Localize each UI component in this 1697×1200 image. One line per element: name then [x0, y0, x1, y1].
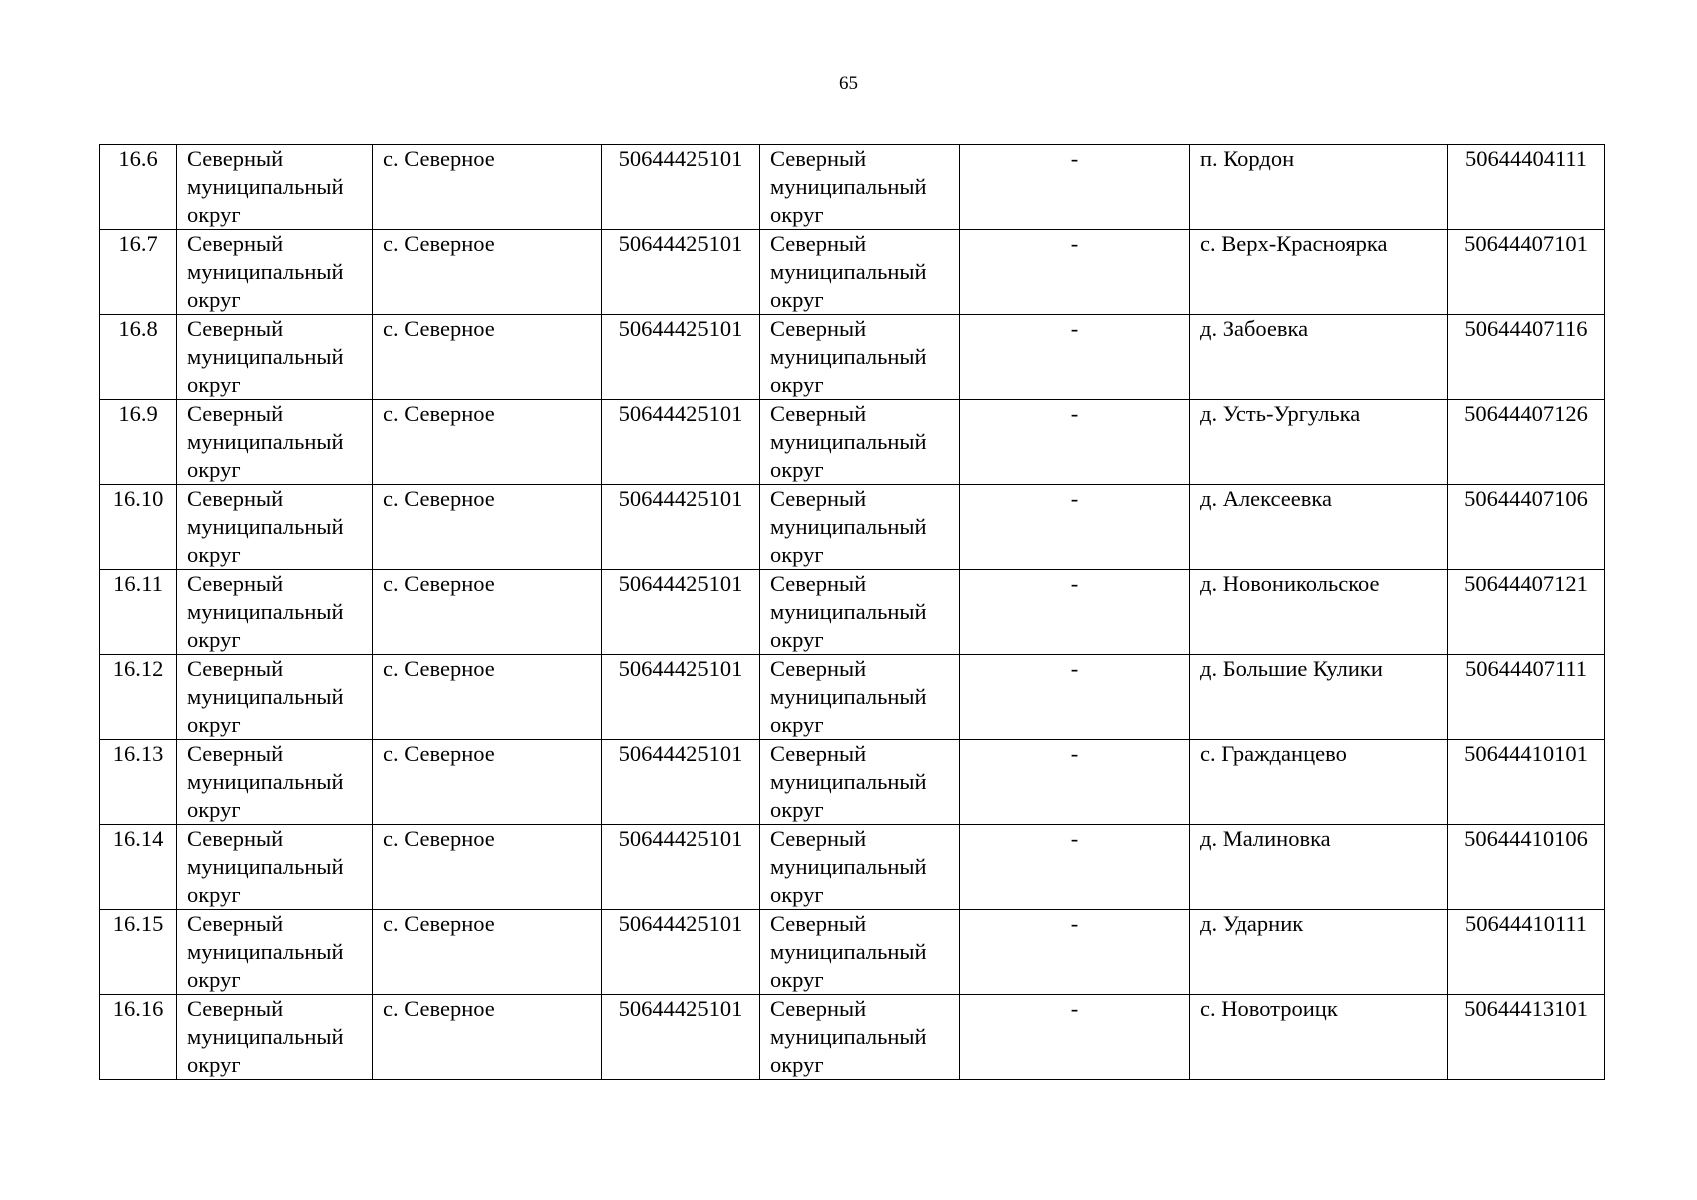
district-cell: Северный муниципальный округ [177, 315, 373, 400]
center-code-cell: 50644425101 [602, 655, 760, 740]
district-cell: Северный муниципальный округ [177, 995, 373, 1080]
target-district-cell: Северный муниципальный округ [760, 315, 960, 400]
district-cell: Северный муниципальный округ [177, 400, 373, 485]
row-number-cell: 16.12 [100, 655, 177, 740]
mark-cell: - [960, 655, 1190, 740]
center-code-cell: 50644425101 [602, 230, 760, 315]
table-body [100, 145, 1605, 1080]
settlement-cell: с. Гражданцево [1190, 740, 1448, 825]
district-cell: Северный муниципальный округ [177, 570, 373, 655]
row-number-cell: 16.8 [100, 315, 177, 400]
center-cell: с. Северное [373, 740, 602, 825]
center-cell: с. Северное [373, 230, 602, 315]
row-number-cell: 16.11 [100, 570, 177, 655]
center-cell: с. Северное [373, 145, 602, 230]
row-number-cell: 16.6 [100, 145, 177, 230]
center-cell: с. Северное [373, 825, 602, 910]
center-code-cell: 50644425101 [602, 570, 760, 655]
table-row [100, 740, 1605, 825]
mark-cell: - [960, 400, 1190, 485]
settlement-cell: д. Усть-Ургулька [1190, 400, 1448, 485]
center-cell: с. Северное [373, 570, 602, 655]
table-row [100, 315, 1605, 400]
center-code-cell: 50644425101 [602, 485, 760, 570]
center-code-cell: 50644425101 [602, 145, 760, 230]
center-code-cell: 50644425101 [602, 995, 760, 1080]
mark-cell: - [960, 740, 1190, 825]
row-number-cell: 16.15 [100, 910, 177, 995]
row-number-cell: 16.7 [100, 230, 177, 315]
mark-cell: - [960, 570, 1190, 655]
center-code-cell: 50644425101 [602, 910, 760, 995]
settlement-cell: д. Большие Кулики [1190, 655, 1448, 740]
row-number-cell: 16.14 [100, 825, 177, 910]
district-cell: Северный муниципальный округ [177, 145, 373, 230]
target-district-cell: Северный муниципальный округ [760, 825, 960, 910]
target-district-cell: Северный муниципальный округ [760, 655, 960, 740]
center-cell: с. Северное [373, 995, 602, 1080]
center-code-cell: 50644425101 [602, 400, 760, 485]
settlement-cell: п. Кордон [1190, 145, 1448, 230]
district-cell: Северный муниципальный округ [177, 910, 373, 995]
table-row [100, 995, 1605, 1080]
target-district-cell: Северный муниципальный округ [760, 570, 960, 655]
target-district-cell: Северный муниципальный округ [760, 740, 960, 825]
settlement-cell: д. Алексеевка [1190, 485, 1448, 570]
settlement-cell: д. Новоникольское [1190, 570, 1448, 655]
table-row [100, 910, 1605, 995]
settlement-code-cell: 50644407111 [1448, 655, 1605, 740]
center-cell: с. Северное [373, 485, 602, 570]
page-number: 65 [839, 73, 858, 94]
settlement-code-cell: 50644407126 [1448, 400, 1605, 485]
mark-cell: - [960, 910, 1190, 995]
row-number-cell: 16.13 [100, 740, 177, 825]
row-number-cell: 16.9 [100, 400, 177, 485]
row-number-cell: 16.16 [100, 995, 177, 1080]
table-row [100, 485, 1605, 570]
table-row [100, 570, 1605, 655]
settlement-cell: с. Новотроицк [1190, 995, 1448, 1080]
settlement-code-cell: 50644407116 [1448, 315, 1605, 400]
center-cell: с. Северное [373, 910, 602, 995]
target-district-cell: Северный муниципальный округ [760, 145, 960, 230]
table-row [100, 825, 1605, 910]
settlement-code-cell: 50644407101 [1448, 230, 1605, 315]
settlement-cell: д. Малиновка [1190, 825, 1448, 910]
settlement-code-cell: 50644407106 [1448, 485, 1605, 570]
settlement-cell: д. Ударник [1190, 910, 1448, 995]
center-code-cell: 50644425101 [602, 315, 760, 400]
settlement-code-cell: 50644410101 [1448, 740, 1605, 825]
mark-cell: - [960, 485, 1190, 570]
district-cell: Северный муниципальный округ [177, 740, 373, 825]
settlement-code-cell: 50644413101 [1448, 995, 1605, 1080]
target-district-cell: Северный муниципальный округ [760, 910, 960, 995]
mark-cell: - [960, 995, 1190, 1080]
settlement-cell: д. Забоевка [1190, 315, 1448, 400]
mark-cell: - [960, 145, 1190, 230]
target-district-cell: Северный муниципальный округ [760, 400, 960, 485]
target-district-cell: Северный муниципальный округ [760, 485, 960, 570]
center-cell: с. Северное [373, 400, 602, 485]
target-district-cell: Северный муниципальный округ [760, 995, 960, 1080]
table-row [100, 400, 1605, 485]
settlement-code-cell: 50644410111 [1448, 910, 1605, 995]
table-row [100, 230, 1605, 315]
center-code-cell: 50644425101 [602, 740, 760, 825]
district-cell: Северный муниципальный округ [177, 655, 373, 740]
target-district-cell: Северный муниципальный округ [760, 230, 960, 315]
district-cell: Северный муниципальный округ [177, 485, 373, 570]
settlements-table [99, 144, 1605, 1080]
settlement-code-cell: 50644410106 [1448, 825, 1605, 910]
row-number-cell: 16.10 [100, 485, 177, 570]
center-code-cell: 50644425101 [602, 825, 760, 910]
settlement-code-cell: 50644404111 [1448, 145, 1605, 230]
table-row [100, 655, 1605, 740]
district-cell: Северный муниципальный округ [177, 825, 373, 910]
settlement-cell: с. Верх-Красноярка [1190, 230, 1448, 315]
table-row [100, 145, 1605, 230]
settlement-code-cell: 50644407121 [1448, 570, 1605, 655]
district-cell: Северный муниципальный округ [177, 230, 373, 315]
center-cell: с. Северное [373, 655, 602, 740]
mark-cell: - [960, 825, 1190, 910]
center-cell: с. Северное [373, 315, 602, 400]
mark-cell: - [960, 230, 1190, 315]
mark-cell: - [960, 315, 1190, 400]
